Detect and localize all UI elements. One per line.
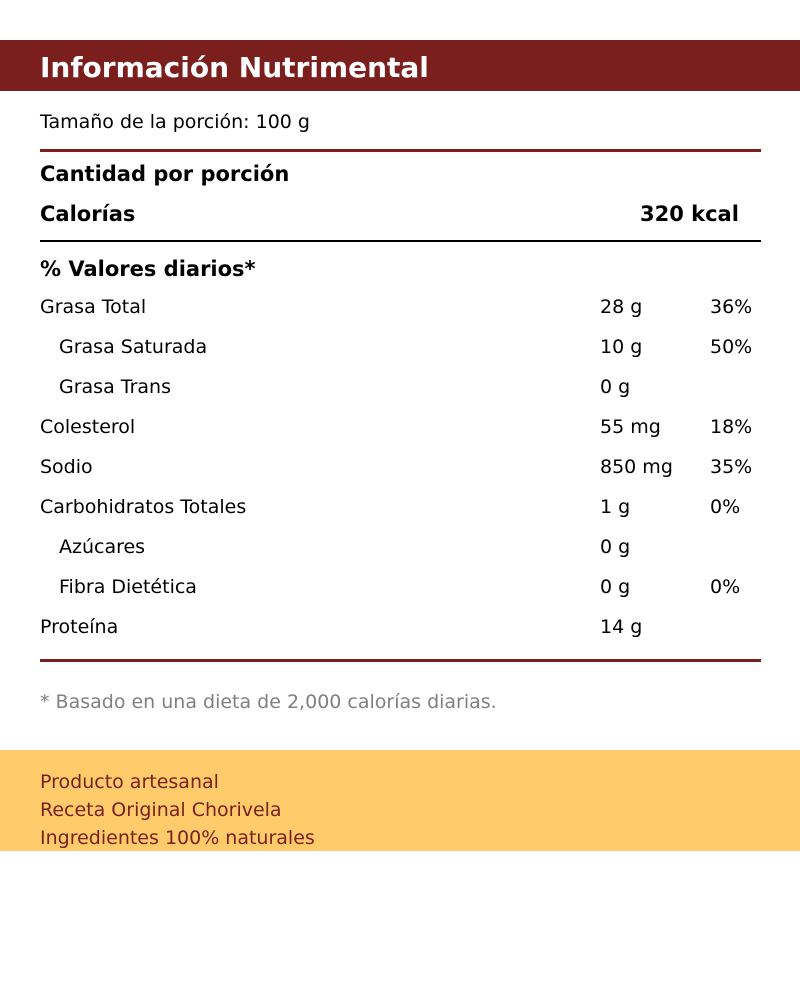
nutrient-row-sodio <box>40 453 761 481</box>
serving-size: Tamaño de la porción: 100 g <box>40 111 310 133</box>
nutrient-name: Grasa Trans <box>59 376 171 398</box>
divider-top <box>40 149 761 152</box>
nutrient-name: Sodio <box>40 456 93 478</box>
nutrient-name: Carbohidratos Totales <box>40 496 247 518</box>
nutrient-daily-value: 36% <box>710 296 753 318</box>
nutrient-row-grasa-total <box>40 293 761 321</box>
nutrient-row-grasa-trans <box>40 373 761 401</box>
divider-middle <box>40 240 761 242</box>
daily-values-heading: % Valores diarios* <box>40 257 256 281</box>
divider-bottom <box>40 659 761 662</box>
nutrient-row-colesterol <box>40 413 761 441</box>
nutrient-amount: 1 g <box>600 496 631 518</box>
nutrient-amount: 850 mg <box>600 456 673 478</box>
nutrient-name: Grasa Saturada <box>59 336 208 358</box>
nutrient-row-proteina <box>40 613 761 641</box>
calories-value: 320 kcal <box>640 202 739 226</box>
footnote: * Basado en una dieta de 2,000 calorías diarias. <box>40 691 497 713</box>
amount-per-serving-heading: Cantidad por porción <box>40 162 290 186</box>
nutrient-daily-value: 50% <box>710 336 753 358</box>
nutrient-daily-value: 0% <box>710 496 741 518</box>
nutrient-row-grasa-saturada <box>40 333 761 361</box>
nutrient-daily-value: 35% <box>710 456 753 478</box>
nutrient-row-azucares <box>40 533 761 561</box>
nutrient-daily-value: 18% <box>710 416 753 438</box>
nutrient-amount: 0 g <box>600 576 631 598</box>
nutrient-amount: 14 g <box>600 616 643 638</box>
nutrient-name: Grasa Total <box>40 296 147 318</box>
calories-label: Calorías <box>40 202 136 226</box>
nutrient-amount: 0 g <box>600 376 631 398</box>
nutrient-row-fibra-dietetica <box>40 573 761 601</box>
banner-line-artesanal: Producto artesanal <box>40 771 219 793</box>
nutrient-name: Colesterol <box>40 416 136 438</box>
nutrient-amount: 55 mg <box>600 416 661 438</box>
banner-line-ingredientes: Ingredientes 100% naturales <box>40 827 315 849</box>
page-title: Información Nutrimental <box>40 51 429 84</box>
nutrient-name: Azúcares <box>59 536 146 558</box>
banner-line-receta: Receta Original Chorivela <box>40 799 282 821</box>
nutrient-name: Proteína <box>40 616 119 638</box>
nutrient-name: Fibra Dietética <box>59 576 197 598</box>
nutrient-amount: 0 g <box>600 536 631 558</box>
nutrient-row-carbohidratos-totales <box>40 493 761 521</box>
nutrient-amount: 28 g <box>600 296 643 318</box>
nutrient-amount: 10 g <box>600 336 643 358</box>
nutrient-daily-value: 0% <box>710 576 741 598</box>
